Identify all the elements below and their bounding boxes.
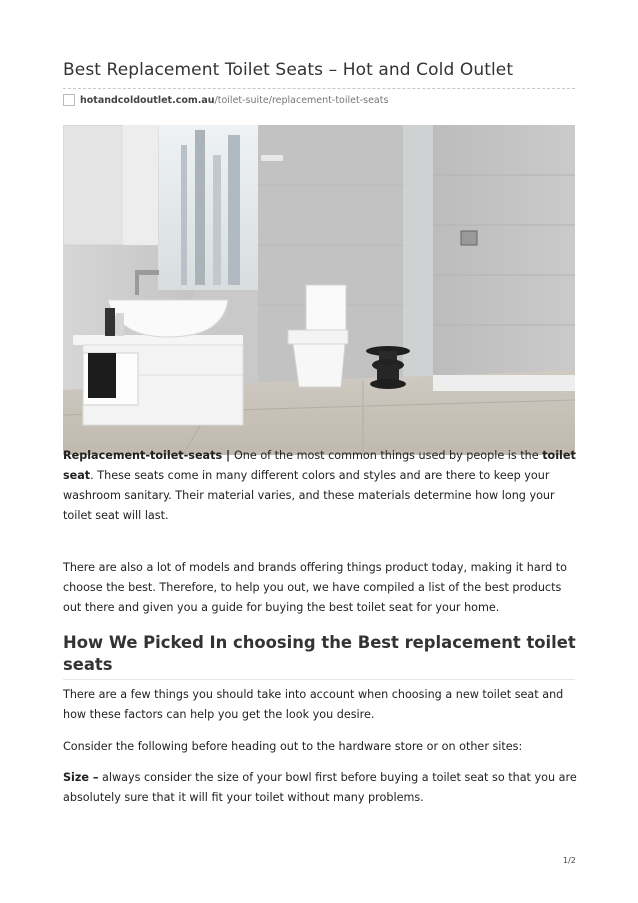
intro-paragraph bbox=[63, 446, 578, 526]
intro-text-b: . These seats come in many different colors and styles and are there to keep your washroom sanitary. Their material varies, and these materials determine how long your toilet seat will last. bbox=[63, 469, 555, 522]
paragraph-models: There are also a lot of models and brands offering things product today, making it hard to choose the best. Therefore, to help you out, we have compiled a list of the best products out there and given you a guide for buying the best toilet seat for your home. bbox=[63, 561, 567, 614]
bathroom-photo-icon bbox=[63, 125, 575, 455]
hero-image bbox=[63, 125, 575, 455]
page-title: Best Replacement Toilet Seats – Hot and Cold Outlet bbox=[63, 60, 514, 80]
title-divider bbox=[63, 88, 575, 89]
paragraph-consider: Consider the following before heading out to the hardware store or on other sites: bbox=[63, 740, 523, 753]
section-heading: How We Picked In choosing the Best replacement toilet seats bbox=[63, 633, 576, 674]
source-domain[interactable]: hotandcoldoutlet.com.au bbox=[80, 94, 215, 106]
lead-keyword: Replacement-toilet-seats bbox=[63, 449, 223, 462]
favicon-icon bbox=[63, 94, 75, 106]
source-line bbox=[63, 91, 388, 109]
size-label: Size – bbox=[63, 771, 99, 784]
lead-separator: | bbox=[222, 449, 234, 462]
heading-divider bbox=[63, 679, 575, 680]
intro-text-a: One of the most common things used by people is the bbox=[234, 449, 543, 462]
source-path[interactable]: /toilet-suite/replacement-toilet-seats bbox=[214, 94, 389, 106]
size-text: always consider the size of your bowl first before buying a toilet seat so that you are absolutely sure that it will fit your toilet without many problems. bbox=[63, 771, 577, 804]
paragraph-size bbox=[63, 768, 578, 808]
paragraph-factors: There are a few things you should take into account when choosing a new toilet seat and how these factors can help you get the look you desire. bbox=[63, 688, 564, 721]
page-number: 1/2 bbox=[563, 856, 576, 865]
toilet-seat-keyword: toilet seat bbox=[63, 449, 576, 482]
